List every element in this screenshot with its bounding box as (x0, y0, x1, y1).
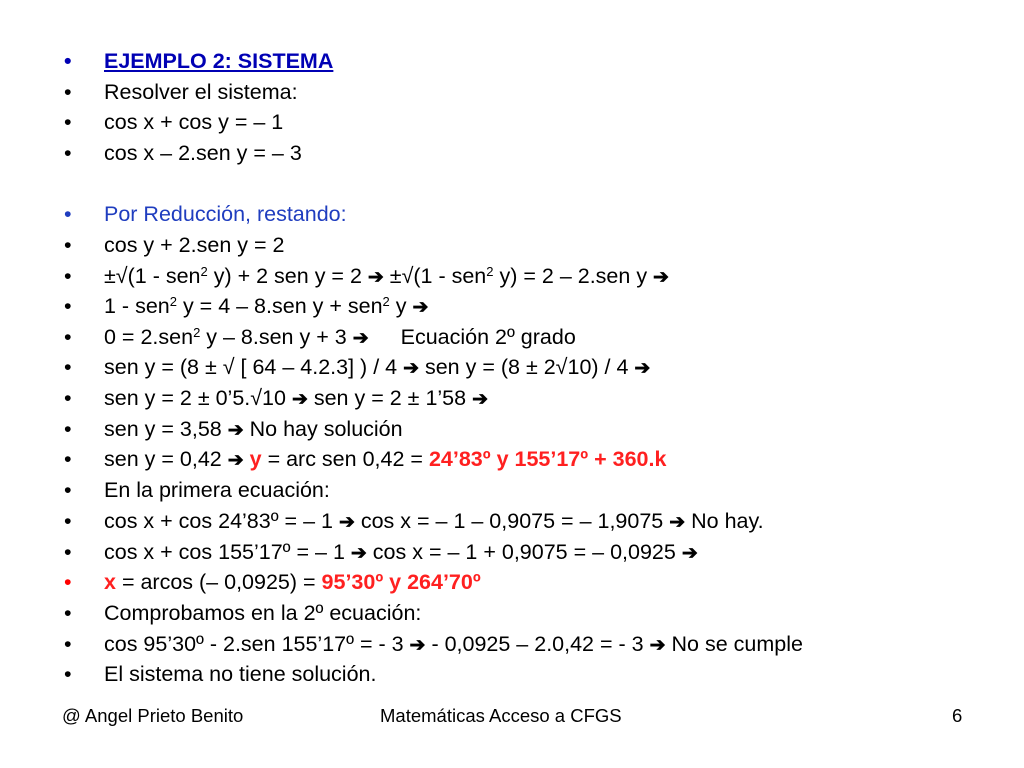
arrow-right-icon: ➔ (403, 358, 419, 379)
arrow-right-icon: ➔ (227, 450, 244, 471)
line-text: El sistema no tiene solución. (104, 662, 377, 686)
arrow-right-icon: ➔ (338, 512, 355, 533)
footer-course: Matemáticas Acceso a CFGS (380, 705, 622, 726)
bullet: • (64, 509, 72, 533)
bullet: • (64, 570, 72, 594)
arrow-right-icon: ➔ (350, 543, 367, 564)
bullet: • (64, 540, 72, 564)
bullet: • (64, 233, 72, 257)
line-text: cos x + cos y = – 1 (104, 110, 284, 134)
arrow-right-icon: ➔ (352, 328, 369, 349)
line-text: cos x + cos 24’83º = – 1 ➔ cos x = – 1 – 0,9075 = – 1,9075 ➔ No hay. (104, 506, 764, 538)
line-text: 1 - sen$^2$ y = 4 – 8.sen y + sen$^2$ y ➔ (104, 291, 428, 323)
bullet: • (64, 417, 72, 441)
bullet: • (64, 49, 72, 73)
arrow-right-icon: ➔ (634, 358, 651, 379)
bullet: • (64, 264, 72, 288)
slide-title: EJEMPLO 2: SISTEMA (104, 49, 334, 73)
bullet: • (64, 662, 72, 686)
bullet: • (64, 202, 72, 226)
line-text: ±√(1 - sen$^2$ y) + 2 sen y = 2 ➔ ±√(1 - sen$^2$ y) = 2 – 2.sen y ➔ (104, 261, 669, 293)
bullet: • (64, 601, 72, 625)
arrow-right-icon: ➔ (291, 389, 308, 410)
line-text: En la primera ecuación: (104, 478, 330, 502)
line-text: cos y + 2.sen y = 2 (104, 233, 285, 257)
line-text: Por Reducción, restando: (104, 202, 347, 226)
arrow-right-icon: ➔ (472, 389, 488, 410)
bullet: • (64, 478, 72, 502)
arrow-right-icon: ➔ (412, 297, 429, 318)
footer-author: @ Angel Prieto Benito (62, 705, 244, 726)
line-text: sen y = 0,42 ➔ y = arc sen 0,42 = 24’83º y 155’17º + 360.k (104, 444, 666, 476)
bullet: • (64, 110, 72, 134)
arrow-right-icon: ➔ (367, 267, 384, 288)
arrow-right-icon: ➔ (653, 267, 669, 288)
arrow-right-icon: ➔ (409, 635, 426, 656)
line-text: cos 95’30º - 2.sen 155’17º = - 3 ➔ - 0,0925 – 2.0,42 = - 3 ➔ No se cumple (104, 629, 803, 661)
bullet: • (64, 325, 72, 349)
bullet: • (64, 80, 72, 104)
line-text: cos x + cos 155’17º = – 1 ➔ cos x = – 1 + 0,9075 = – 0,0925 ➔ (104, 537, 698, 569)
arrow-right-icon: ➔ (649, 635, 666, 656)
arrow-right-icon: ➔ (681, 543, 698, 564)
bullet: • (64, 141, 72, 165)
line-text: x = arcos (– 0,0925) = 95’30º y 264’70º (104, 570, 481, 594)
line-text: 0 = 2.sen$^2$ y – 8.sen y + 3 ➔ Ecuación 2º grado (104, 322, 576, 354)
arrow-right-icon: ➔ (227, 420, 244, 441)
line-text: sen y = (8 ± √ [ 64 – 4.2.3] ) / 4 ➔ sen y = (8 ± 2√10) / 4 ➔ (104, 352, 650, 384)
bullet: • (64, 632, 72, 656)
bullet: • (64, 447, 72, 471)
arrow-right-icon: ➔ (669, 512, 686, 533)
line-text: sen y = 2 ± 0’5.√10 ➔ sen y = 2 ± 1’58 ➔ (104, 383, 488, 415)
line-text: cos x – 2.sen y = – 3 (104, 141, 302, 165)
line-text: Comprobamos en la 2º ecuación: (104, 601, 422, 625)
bullet: • (64, 294, 72, 318)
line-text: Resolver el sistema: (104, 80, 298, 104)
bullet: • (64, 355, 72, 379)
line-text: sen y = 3,58 ➔ No hay solución (104, 414, 403, 446)
bullet: • (64, 386, 72, 410)
footer-page-number: 6 (952, 705, 963, 726)
